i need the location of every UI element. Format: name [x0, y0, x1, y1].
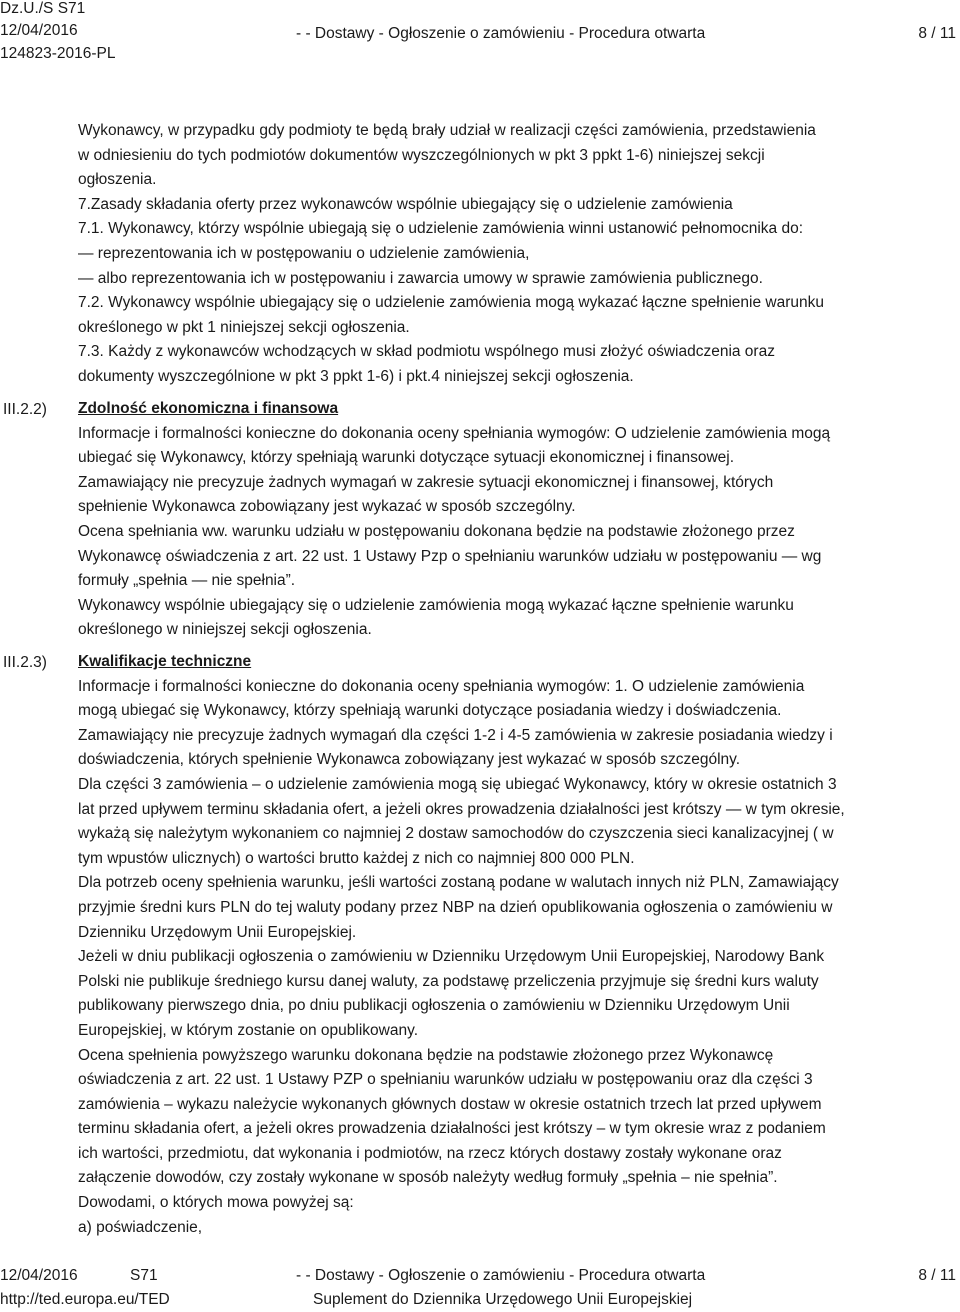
text-line: a) poświadczenie,: [78, 1218, 203, 1236]
header-page-number: 8 / 11: [918, 25, 956, 42]
text-line: Polski nie publikuje średniego kursu danej waluty, za podstawę przeliczenia przyjmuje się średni kurs waluty: [78, 972, 819, 990]
text-line: w odniesieniu do tych podmiotów dokumentów wyszczególnionych w pkt 3 ppkt 1-6) niniejszej sekcji: [78, 146, 765, 164]
footer-title: - - Dostawy - Ogłoszenie o zamówieniu - Procedura otwarta: [296, 1267, 706, 1284]
text-line: — reprezentowania ich w postępowaniu o udzielenie zamówienia,: [78, 244, 530, 262]
text-line: Zamawiający nie precyzuje żadnych wymagań dla części 1-2 i 4-5 zamówienia w zakresie posiadania wiedzy i: [78, 726, 833, 744]
text-line: zamówienia – wykazu należycie wykonanych głównych dostaw w okresie ostatnich trzech lat przed upływem: [78, 1095, 822, 1113]
text-line: Dowodami, o których mowa powyżej są:: [78, 1194, 354, 1212]
text-line: Jeżeli w dniu publikacji ogłoszenia o zamówieniu w Dzienniku Urzędowym Unii Europejskiej, Narodowy Bank: [78, 948, 825, 966]
header-doc-id: Dz.U./S S71: [0, 0, 86, 17]
text-line: terminu składania ofert, a jeżeli okres prowadzenia działalności jest krótszy – w tym okresie wraz z podaniem: [78, 1120, 826, 1138]
text-line: dokumenty wyszczególnione w pkt 3 ppkt 1-6) i pkt.4 niniejszej sekcji ogłoszenia.: [78, 367, 634, 385]
text-line: Ocena spełniania ww. warunku udziału w postępowaniu dokonana będzie na podstawie złożonego przez: [78, 522, 795, 540]
text-line: ogłoszenia.: [78, 171, 157, 189]
text-line: spełnienie Wykonawca zobowiązany jest wykazać w sposób szczególny.: [78, 498, 576, 516]
header-ref: 124823-2016-PL: [0, 45, 116, 62]
text-line: określonego w pkt 1 niniejszej sekcji ogłoszenia.: [78, 318, 410, 336]
text-line: Dla części 3 zamówienia – o udzielenie zamówienia mogą się ubiegać Wykonawcy, który w okresie ostatnich 3: [78, 775, 837, 793]
text-line: 7.3. Każdy z wykonawców wchodzących w skład podmiotu wspólnego musi złożyć oświadczenia oraz: [78, 343, 775, 361]
text-line: przyjmie średni kurs PLN do tej waluty podany przez NBP na dzień opublikowania ogłoszenia o zamówieniu w: [78, 898, 833, 916]
text-line: ich wartości, przedmiotu, dat wykonania i podmiotów, na rzecz których dostawy zostały wykonane oraz: [78, 1144, 782, 1162]
header-title: - - Dostawy - Ogłoszenie o zamówieniu - Procedura otwarta: [296, 25, 706, 42]
text-line: Wykonawcy, w przypadku gdy podmioty te będą brały udział w realizacji części zamówienia, przedstawienia: [78, 122, 816, 139]
footer-url-link[interactable]: http://ted.europa.eu/TED: [0, 1291, 170, 1308]
intro-block: [78, 119, 960, 390]
footer-series: S71: [130, 1267, 158, 1284]
text-line: Informacje i formalności konieczne do dokonania oceny spełniania wymogów: 1. O udzielenie zamówienia: [78, 677, 805, 695]
text-line: Wykonawcy wspólnie ubiegający się o udzielenie zamówienia mogą wykazać łączne spełnienie warunku: [78, 596, 794, 614]
text-line: ubiegać się Wykonawcy, którzy spełniają warunki dotyczące sytuacji ekonomicznej i finansowej.: [78, 449, 735, 467]
text-line: 7.Zasady składania oferty przez wykonawców wspólnie ubiegający się o udzielenie zamówienia: [78, 195, 733, 213]
text-line: Informacje i formalności konieczne do dokonania oceny spełniania wymogów: O udzielenie zamówienia mogą: [78, 424, 831, 442]
text-line: Zamawiający nie precyzuje żadnych wymagań w zakresie sytuacji ekonomicznej i finansowej, których: [78, 473, 774, 491]
text-line: doświadczenia, których spełnienie Wykonawca zobowiązany jest wykazać w sposób szczególny.: [78, 751, 741, 769]
section-3-2-2: [78, 397, 960, 643]
text-line: określonego w niniejszej sekcji ogłoszenia.: [78, 621, 372, 639]
footer-supplement: Suplement do Dziennika Urzędowego Unii Europejskiej: [313, 1291, 693, 1308]
page-header: [0, 0, 960, 72]
text-line: Ocena spełnienia powyższego warunku dokonana będzie na podstawie złożonego przez Wykonawcę: [78, 1046, 774, 1064]
text-line: publikowany pierwszego dnia, po dniu publikacji ogłoszenia o zamówieniu w Dzienniku Urzędowym Unii: [78, 997, 790, 1015]
text-line: oświadczenia z art. 22 ust. 1 Ustawy PZP o spełnianiu warunków udziału w postępowaniu oraz dla części 3: [78, 1071, 813, 1089]
text-line: mogą ubiegać się Wykonawcy, którzy spełniają warunki dotyczące posiadania wiedzy i doświadczenia.: [78, 702, 782, 720]
section-3-2-3: [78, 650, 960, 1240]
text-line: Dla potrzeb oceny spełnienia warunku, jeśli wartości zostaną podane w walutach innych niż PLN, Zamawiający: [78, 874, 839, 892]
text-line: Europejskiej, w którym zostanie on opublikowany.: [78, 1021, 419, 1039]
text-line: wykażą się należytym wykonaniem co najmniej 2 dostaw samochodów do czyszczenia sieci kanalizacyjnej ( w: [78, 825, 834, 843]
section-heading: Kwalifikacje techniczne: [78, 653, 252, 670]
section-heading: Zdolność ekonomiczna i finansowa: [78, 400, 339, 417]
section-number-3-2-2: III.2.2): [3, 401, 47, 418]
text-line: 7.1. Wykonawcy, którzy wspólnie ubiegają się o udzielenie zamówienia winni ustanowić pełnomocnika do:: [78, 220, 804, 238]
text-line: lat przed upływem terminu składania ofert, a jeżeli okres prowadzenia działalności jest krótszy — w tym okresie,: [78, 800, 845, 818]
text-line: Wykonawcę oświadczenia z art. 22 ust. 1 Ustawy Pzp o spełnianiu warunków udziału w postępowaniu — wg: [78, 547, 822, 565]
text-line: Dzienniku Urzędowym Unii Europejskiej.: [78, 923, 357, 941]
page-footer: [0, 1264, 960, 1311]
text-line: tym wpustów ulicznych) o wartości brutto każdej z nich co najmniej 800 000 PLN.: [78, 849, 635, 867]
text-line: — albo reprezentowania ich w postępowaniu i zawarcia umowy w sprawie zamówienia publicznego.: [78, 269, 763, 287]
text-line: załączenie dowodów, czy zostały wykonane w sposób należyty według formuły „spełnia – nie spełnia”.: [78, 1169, 778, 1187]
header-date: 12/04/2016: [0, 22, 78, 39]
footer-page-number: 8 / 11: [918, 1267, 956, 1284]
section-number-3-2-3: III.2.3): [3, 654, 47, 671]
footer-date: 12/04/2016: [0, 1267, 78, 1284]
text-line: 7.2. Wykonawcy wspólnie ubiegający się o udzielenie zamówienia mogą wykazać łączne spełnienie warunku: [78, 294, 824, 312]
text-line: formuły „spełnia — nie spełnia”.: [78, 572, 296, 590]
